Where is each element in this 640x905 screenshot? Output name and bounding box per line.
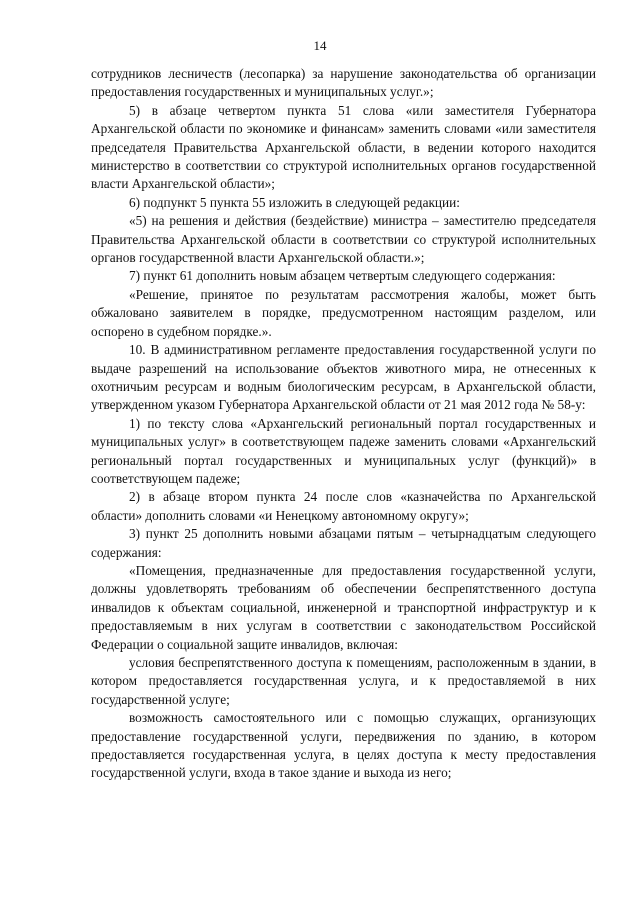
paragraph-12: условия беспрепятственного доступа к помещениям, расположенным в здании, в котором предоставляется государственная услуга, и к предоставляемой в них государственной услуге; <box>91 655 596 707</box>
paragraph-11: «Помещения, предназначенные для предоставления государственной услуги, должны удовлетворять требованиям об обеспечении беспрепятственного доступа инвалидов к объектам социальной, инженерной и транспортной инфраструктур и к предоставляемым в них услугам в соответствии с законодательством Российской Федерации о социальной защите инвалидов, включая: <box>91 562 596 652</box>
paragraph-1: сотрудников лесничеств (лесопарка) за нарушение законодательства об организации предоставления государственных и муниципальных услуг.»; <box>91 66 596 100</box>
paragraph-5: 7) пункт 61 дополнить новым абзацем четвертым следующего содержания: <box>129 268 556 284</box>
paragraph-3: 6) подпункт 5 пункта 55 изложить в следующей редакции: <box>129 194 460 210</box>
paragraph-4: «5) на решения и действия (бездействие) министра – заместителю председателя Правительства Архангельской области в соответствии со структурой исполнительных органов государственной власти Архангельской области.»; <box>91 213 596 266</box>
paragraph-13: возможность самостоятельного или с помощью служащих, организующих предоставление государственной услуги, передвижения по зданию, в котором предоставляется государственная услуга, в целях доступа к месту предоставления государственной услуги, входа в такое здание и выхода из него; <box>91 710 596 781</box>
paragraph-7: 10. В административном регламенте предоставления государственной услуги по выдаче разрешений на использование объектов животного мира, не отнесенных к охотничьим ресурсам и водным биологическим ресурсам, в Архангельской области, утвержденном указом Губернатора Архангельской области от 21 мая 2012 года № 58-у: <box>91 342 596 413</box>
paragraph-10: 3) пункт 25 дополнить новыми абзацами пятым – четырнадцатым следующего содержания: <box>91 526 596 560</box>
paragraph-2: 5) в абзаце четвертом пункта 51 слова «или заместителя Губернатора Архангельской области по экономике и финансам» заменить словами «или заместителя председателя Правительства Архангельской области, в ведении которого находится министерство в соответствии со структурой исполнительных органов государственной власти Архангельской области»; <box>91 102 596 192</box>
paragraph-9: 2) в абзаце втором пункта 24 после слов «казначейства по Архангельской области» дополнить словами «и Ненецкому автономному округу»; <box>91 489 596 523</box>
paragraph-6: «Решение, принятое по результатам рассмотрения жалобы, может быть обжаловано заявителем в порядке, предусмотренном настоящим разделом, или оспорено в судебном порядке.». <box>91 286 596 339</box>
document-body <box>91 65 596 783</box>
page-number: 14 <box>313 38 327 53</box>
paragraph-8: 1) по тексту слова «Архангельский региональный портал государственных и муниципальных услуг» в соответствующем падеже заменить словами «Архангельский региональный портал государственных и муниципальных услуг (функций)» в соответствующем падеже; <box>91 415 596 486</box>
